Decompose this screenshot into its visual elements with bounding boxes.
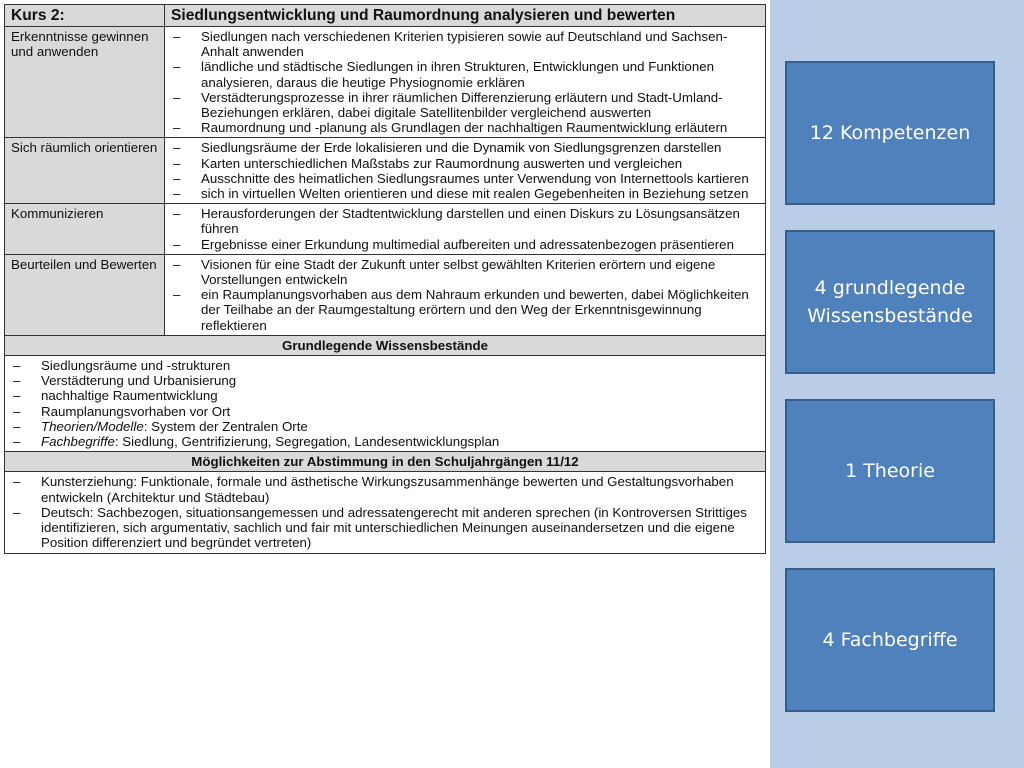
- coordination-heading: Möglichkeiten zur Abstimmung in den Schuljahrgängen 11/12: [5, 452, 766, 472]
- list-item: – Siedlungen nach verschiedenen Kriterien typisieren sowie auf Deutschland und Sachsen-Anhalt anwenden: [171, 29, 759, 59]
- terms-box[interactable]: 4 Fachbegriffe: [785, 568, 995, 712]
- coordination-row: [5, 472, 766, 553]
- list-item: – Raumordnung und -planung als Grundlagen der nachhaltigen Raumentwicklung erläutern: [171, 120, 759, 135]
- terms-label: Fachbegriffe: [41, 434, 115, 450]
- curriculum-document: [4, 4, 766, 764]
- competence-label: Kommunizieren: [5, 204, 165, 255]
- competence-row: [5, 138, 766, 204]
- list-item: – nachhaltige Raumentwicklung: [11, 388, 759, 403]
- theory-item: [11, 419, 759, 434]
- list-item: – Raumplanungsvorhaben vor Ort: [11, 404, 759, 419]
- list-item: – Siedlungsräume und -strukturen: [11, 358, 759, 373]
- knowledge-list: [11, 358, 759, 449]
- theory-label: Theorien/Modelle: [41, 418, 144, 434]
- list-item: – Visionen für eine Stadt der Zukunft unter selbst gewählten Kriterien erörtern und eigene Vorstellungen entwickeln: [171, 257, 759, 287]
- course-label: Kurs 2:: [5, 5, 165, 27]
- knowledge-row: [5, 356, 766, 452]
- list-item: – Verstädterungsprozesse in ihrer räumlichen Differenzierung erläutern und Stadt-Umland-Beziehungen erklären, dabei digitale Satellitenbilder vergleichend auswerten: [171, 90, 759, 120]
- terms-item: [11, 434, 759, 449]
- competence-list: [171, 206, 759, 252]
- competence-row: [5, 27, 766, 138]
- coordination-heading-row: [5, 452, 766, 472]
- competence-list: [171, 29, 759, 135]
- list-item: – Herausforderungen der Stadtentwicklung darstellen und einen Diskurs zu Lösungsansätzen führen: [171, 206, 759, 236]
- coordination-list: [11, 474, 759, 550]
- competence-list: [171, 257, 759, 333]
- curriculum-table: [4, 4, 766, 554]
- competence-row: [5, 254, 766, 335]
- summary-sidebar: [770, 0, 1024, 768]
- list-item: – Kunsterziehung: Funktionale, formale und ästhetische Wirkungszusammenhänge bewerten und Gestaltungsvorhaben entwickeln (Architektur und Städtebau): [11, 474, 759, 504]
- competence-label: Erkenntnisse gewinnen und anwenden: [5, 27, 165, 138]
- list-item: – Karten unterschiedlichen Maßstabs zur Raumordnung auswerten und vergleichen: [171, 156, 759, 171]
- theory-box[interactable]: 1 Theorie: [785, 399, 995, 543]
- course-title: Siedlungsentwicklung und Raumordnung analysieren und bewerten: [165, 5, 766, 27]
- knowledge-heading: Grundlegende Wissensbestände: [5, 335, 766, 355]
- list-item: – sich in virtuellen Welten orientieren und diese mit realen Gegebenheiten in Beziehung setzen: [171, 186, 759, 201]
- competence-label: Beurteilen und Bewerten: [5, 254, 165, 335]
- list-item: – Deutsch: Sachbezogen, situationsangemessen und adressatengerecht mit anderen sprechen (in Kontroversen Strittiges identifizieren, sich argumentativ, sachlich und fair mit unterschiedlichen Meinungen auseinandersetzen und die eigene Position differenziert und begründet vertreten): [11, 505, 759, 551]
- competence-list: [171, 140, 759, 201]
- list-item: – ein Raumplanungsvorhaben aus dem Nahraum erkunden und bewerten, dabei Möglichkeiten der Teilhabe an der Raumgestaltung erörtern und den Weg der Erkenntnisgewinnung reflektieren: [171, 287, 759, 333]
- list-item: – Verstädterung und Urbanisierung: [11, 373, 759, 388]
- knowledge-heading-row: [5, 335, 766, 355]
- terms-text: : Siedlung, Gentrifizierung, Segregation, Landesentwicklungsplan: [114, 434, 500, 450]
- list-item: – Ergebnisse einer Erkundung multimedial aufbereiten und adressatenbezogen präsentieren: [171, 237, 759, 252]
- competencies-box[interactable]: 12 Kompetenzen: [785, 61, 995, 205]
- competence-label: Sich räumlich orientieren: [5, 138, 165, 204]
- knowledge-box[interactable]: 4 grundlegende Wissensbestände: [785, 230, 995, 374]
- competence-row: [5, 204, 766, 255]
- list-item: – Siedlungsräume der Erde lokalisieren und die Dynamik von Siedlungsgrenzen darstellen: [171, 140, 759, 155]
- list-item: – ländliche und städtische Siedlungen in ihren Strukturen, Entwicklungen und Funktionen analysieren, daraus die heutige Physiognomie erklären: [171, 59, 759, 89]
- list-item: – Ausschnitte des heimatlichen Siedlungsraumes unter Verwendung von Internettools kartieren: [171, 171, 759, 186]
- theory-text: : System der Zentralen Orte: [143, 418, 308, 434]
- course-header-row: [5, 5, 766, 27]
